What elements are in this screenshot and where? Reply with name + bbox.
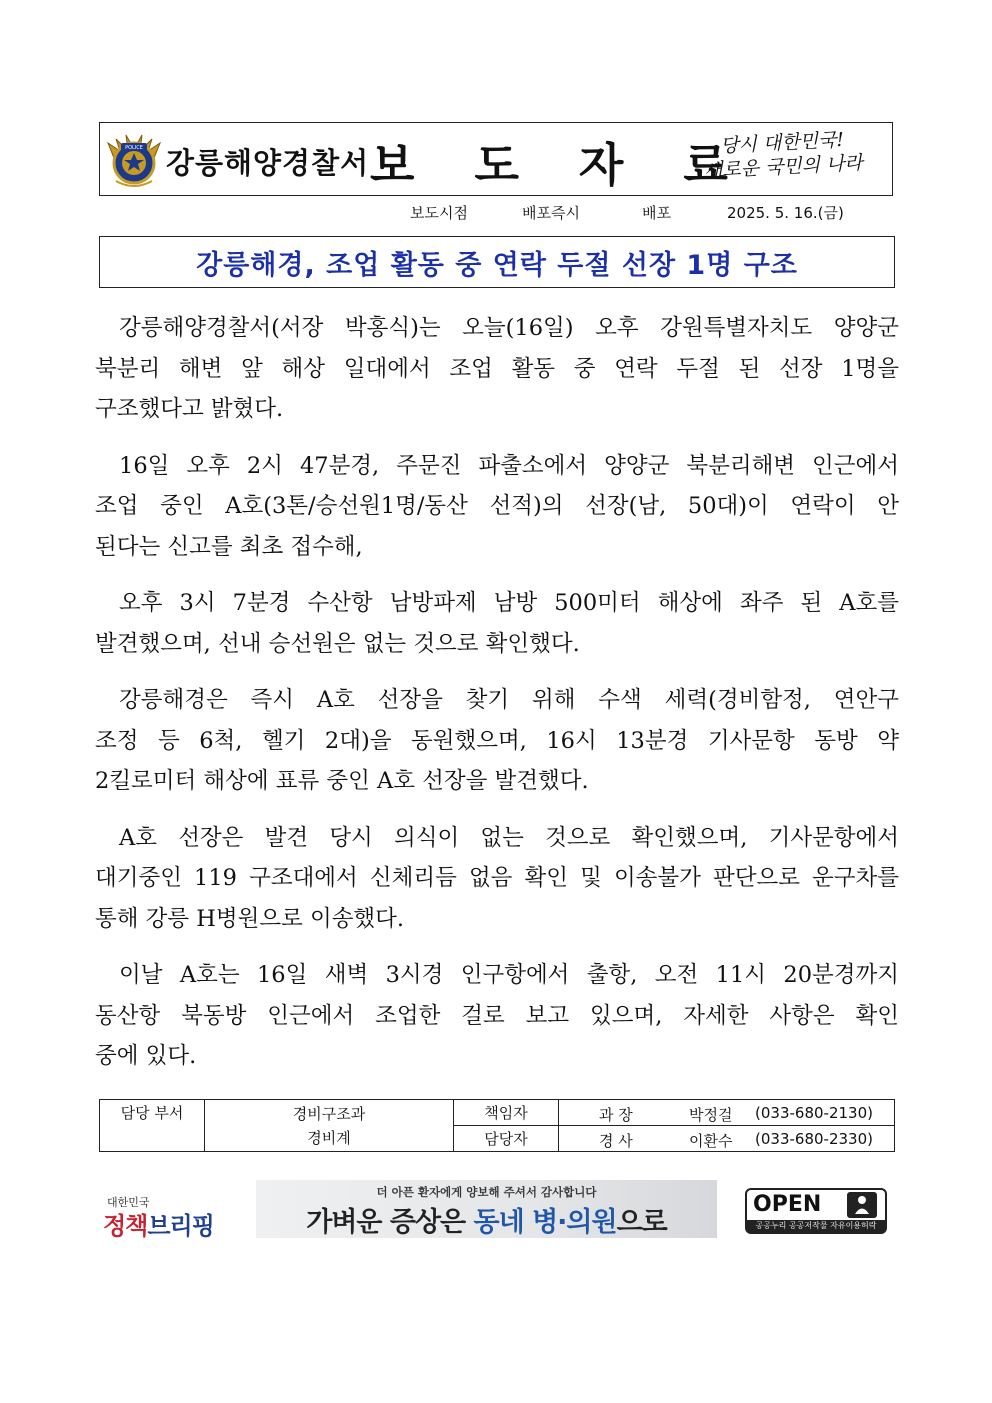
footer xyxy=(0,1180,992,1240)
dept-unit xyxy=(205,1100,454,1152)
paragraph-line: 통해 강릉 H병원으로 이송했다. xyxy=(95,905,405,932)
paragraph xyxy=(95,583,899,664)
paragraph-line: 강릉해경은 즉시 A호 선장을 찾기 위해 수색 세력(경비함정, 연안구 xyxy=(119,687,899,713)
press-release-title: 보 도 자 료 xyxy=(370,138,750,192)
paragraph-line: 동산항 북동방 인근에서 조업한 걸로 보고 있으며, 자세한 사항은 확인 xyxy=(95,1002,899,1029)
paragraph-line: 오후 3시 7분경 수산항 남방파제 남방 500미터 해상에 좌주 된 A호를 xyxy=(119,590,899,616)
policy-briefing-logo[interactable] xyxy=(103,1194,213,1240)
slogan-line-1: 당시 대한민국! xyxy=(719,128,845,158)
banner-main-c: 으로 xyxy=(616,1207,667,1238)
paragraph-line: 강릉해양경찰서(서장 박홍식)는 오늘(16일) 오후 강원특별자치도 양양군 xyxy=(119,315,899,341)
paragraph-line: 된다는 신고를 최초 접수해, xyxy=(95,533,363,560)
person-phone: (033-680-2130) xyxy=(755,1104,873,1122)
brief-red-text: 정책 xyxy=(103,1212,148,1240)
body-text xyxy=(95,308,899,1093)
paragraph-line: 발견했으며, 선내 승선원은 없는 것으로 확인했다. xyxy=(95,630,580,657)
person-cell xyxy=(559,1126,895,1152)
person-name: 이환수 xyxy=(689,1132,733,1150)
open-license-bar: 공공누리 공공저작물 자유이용허락 xyxy=(747,1220,885,1232)
person-title: 과 장 xyxy=(599,1106,633,1124)
header-box xyxy=(99,122,893,196)
role-cell: 책임자 xyxy=(454,1100,559,1126)
dept-unit-line-2: 경비계 xyxy=(307,1128,351,1147)
paragraph-line: 2킬로미터 해상에 표류 중인 A호 선장을 발견했다. xyxy=(95,768,589,794)
person-name: 박정걸 xyxy=(689,1106,733,1124)
headline-box xyxy=(99,236,895,288)
open-word: OPEN xyxy=(753,1192,822,1217)
brief-blue-text: 브리핑 xyxy=(147,1212,214,1240)
person-cell xyxy=(559,1100,895,1126)
distribution-label: 배포 xyxy=(642,204,671,222)
org-name: 강릉해양경찰서 xyxy=(166,146,370,180)
campaign-banner[interactable] xyxy=(256,1180,717,1238)
paragraph xyxy=(95,680,899,802)
contact-table xyxy=(99,1099,895,1152)
paragraph-line: A호 선장은 발견 당시 의식이 없는 것으로 확인했으며, 기사문항에서 xyxy=(119,824,899,851)
paragraph-line: 조정 등 6척, 헬기 2대)을 동원했으며, 16시 13분경 기사문항 동방 약 xyxy=(95,727,899,754)
paragraph-line: 구조했다고 밝혔다. xyxy=(95,396,284,422)
banner-main-b: 동네 병·의원 xyxy=(473,1207,617,1238)
person-phone: (033-680-2330) xyxy=(755,1130,873,1148)
release-meta xyxy=(0,202,992,222)
paragraph-line: 이날 A호는 16일 새벽 3시경 인구항에서 출항, 오전 11시 20분경까지 xyxy=(119,962,899,988)
release-date: 2025. 5. 16.(금) xyxy=(727,204,844,222)
banner-top-text: 더 아픈 환자에게 양보해 주셔서 감사합니다 xyxy=(376,1185,597,1199)
paragraph-line: 대기중인 119 구조대에서 신체리듬 없음 확인 및 이송불가 판단으로 운구차를 xyxy=(95,865,899,891)
person-title: 경 사 xyxy=(599,1132,633,1150)
dept-label: 담당 부서 xyxy=(100,1100,205,1152)
paragraph-line: 16일 오후 2시 47분경, 주문진 파출소에서 양양군 북분리해변 인근에서 xyxy=(119,452,899,479)
banner-main-text xyxy=(256,1200,717,1239)
attribution-person-icon xyxy=(847,1192,877,1218)
brief-small-text: 대한민국 xyxy=(107,1196,150,1209)
open-license-badge[interactable] xyxy=(745,1188,887,1234)
banner-main-a: 가벼운 증상은 xyxy=(306,1207,474,1238)
slogan-line-2: 새로운 국민의 나라 xyxy=(703,151,864,183)
paragraph-line: 조업 중인 A호(3톤/승선원1명/동산 선적)의 선장(남, 50대)이 연락이 안 xyxy=(95,493,899,519)
table-row xyxy=(100,1100,895,1126)
paragraph-line: 중에 있다. xyxy=(95,1043,197,1069)
emblem-small-text: POLICE xyxy=(125,145,143,151)
role-cell: 담당자 xyxy=(454,1126,559,1152)
brief-big-text xyxy=(103,1206,214,1241)
paragraph xyxy=(95,818,899,940)
paragraph xyxy=(95,446,899,568)
coast-guard-emblem-icon xyxy=(106,129,162,191)
paragraph-line: 북분리 해변 앞 해상 일대에서 조업 활동 중 연락 두절 된 선장 1명을 xyxy=(95,355,899,382)
slogan xyxy=(677,126,890,195)
paragraph xyxy=(95,308,899,430)
release-time-label: 보도시점 xyxy=(410,204,468,222)
paragraph xyxy=(95,955,899,1077)
release-time-value: 배포즉시 xyxy=(522,204,580,222)
headline: 강릉해경, 조업 활동 중 연락 두절 선장 1명 구조 xyxy=(196,249,798,281)
dept-unit-line-1: 경비구조과 xyxy=(292,1104,366,1123)
